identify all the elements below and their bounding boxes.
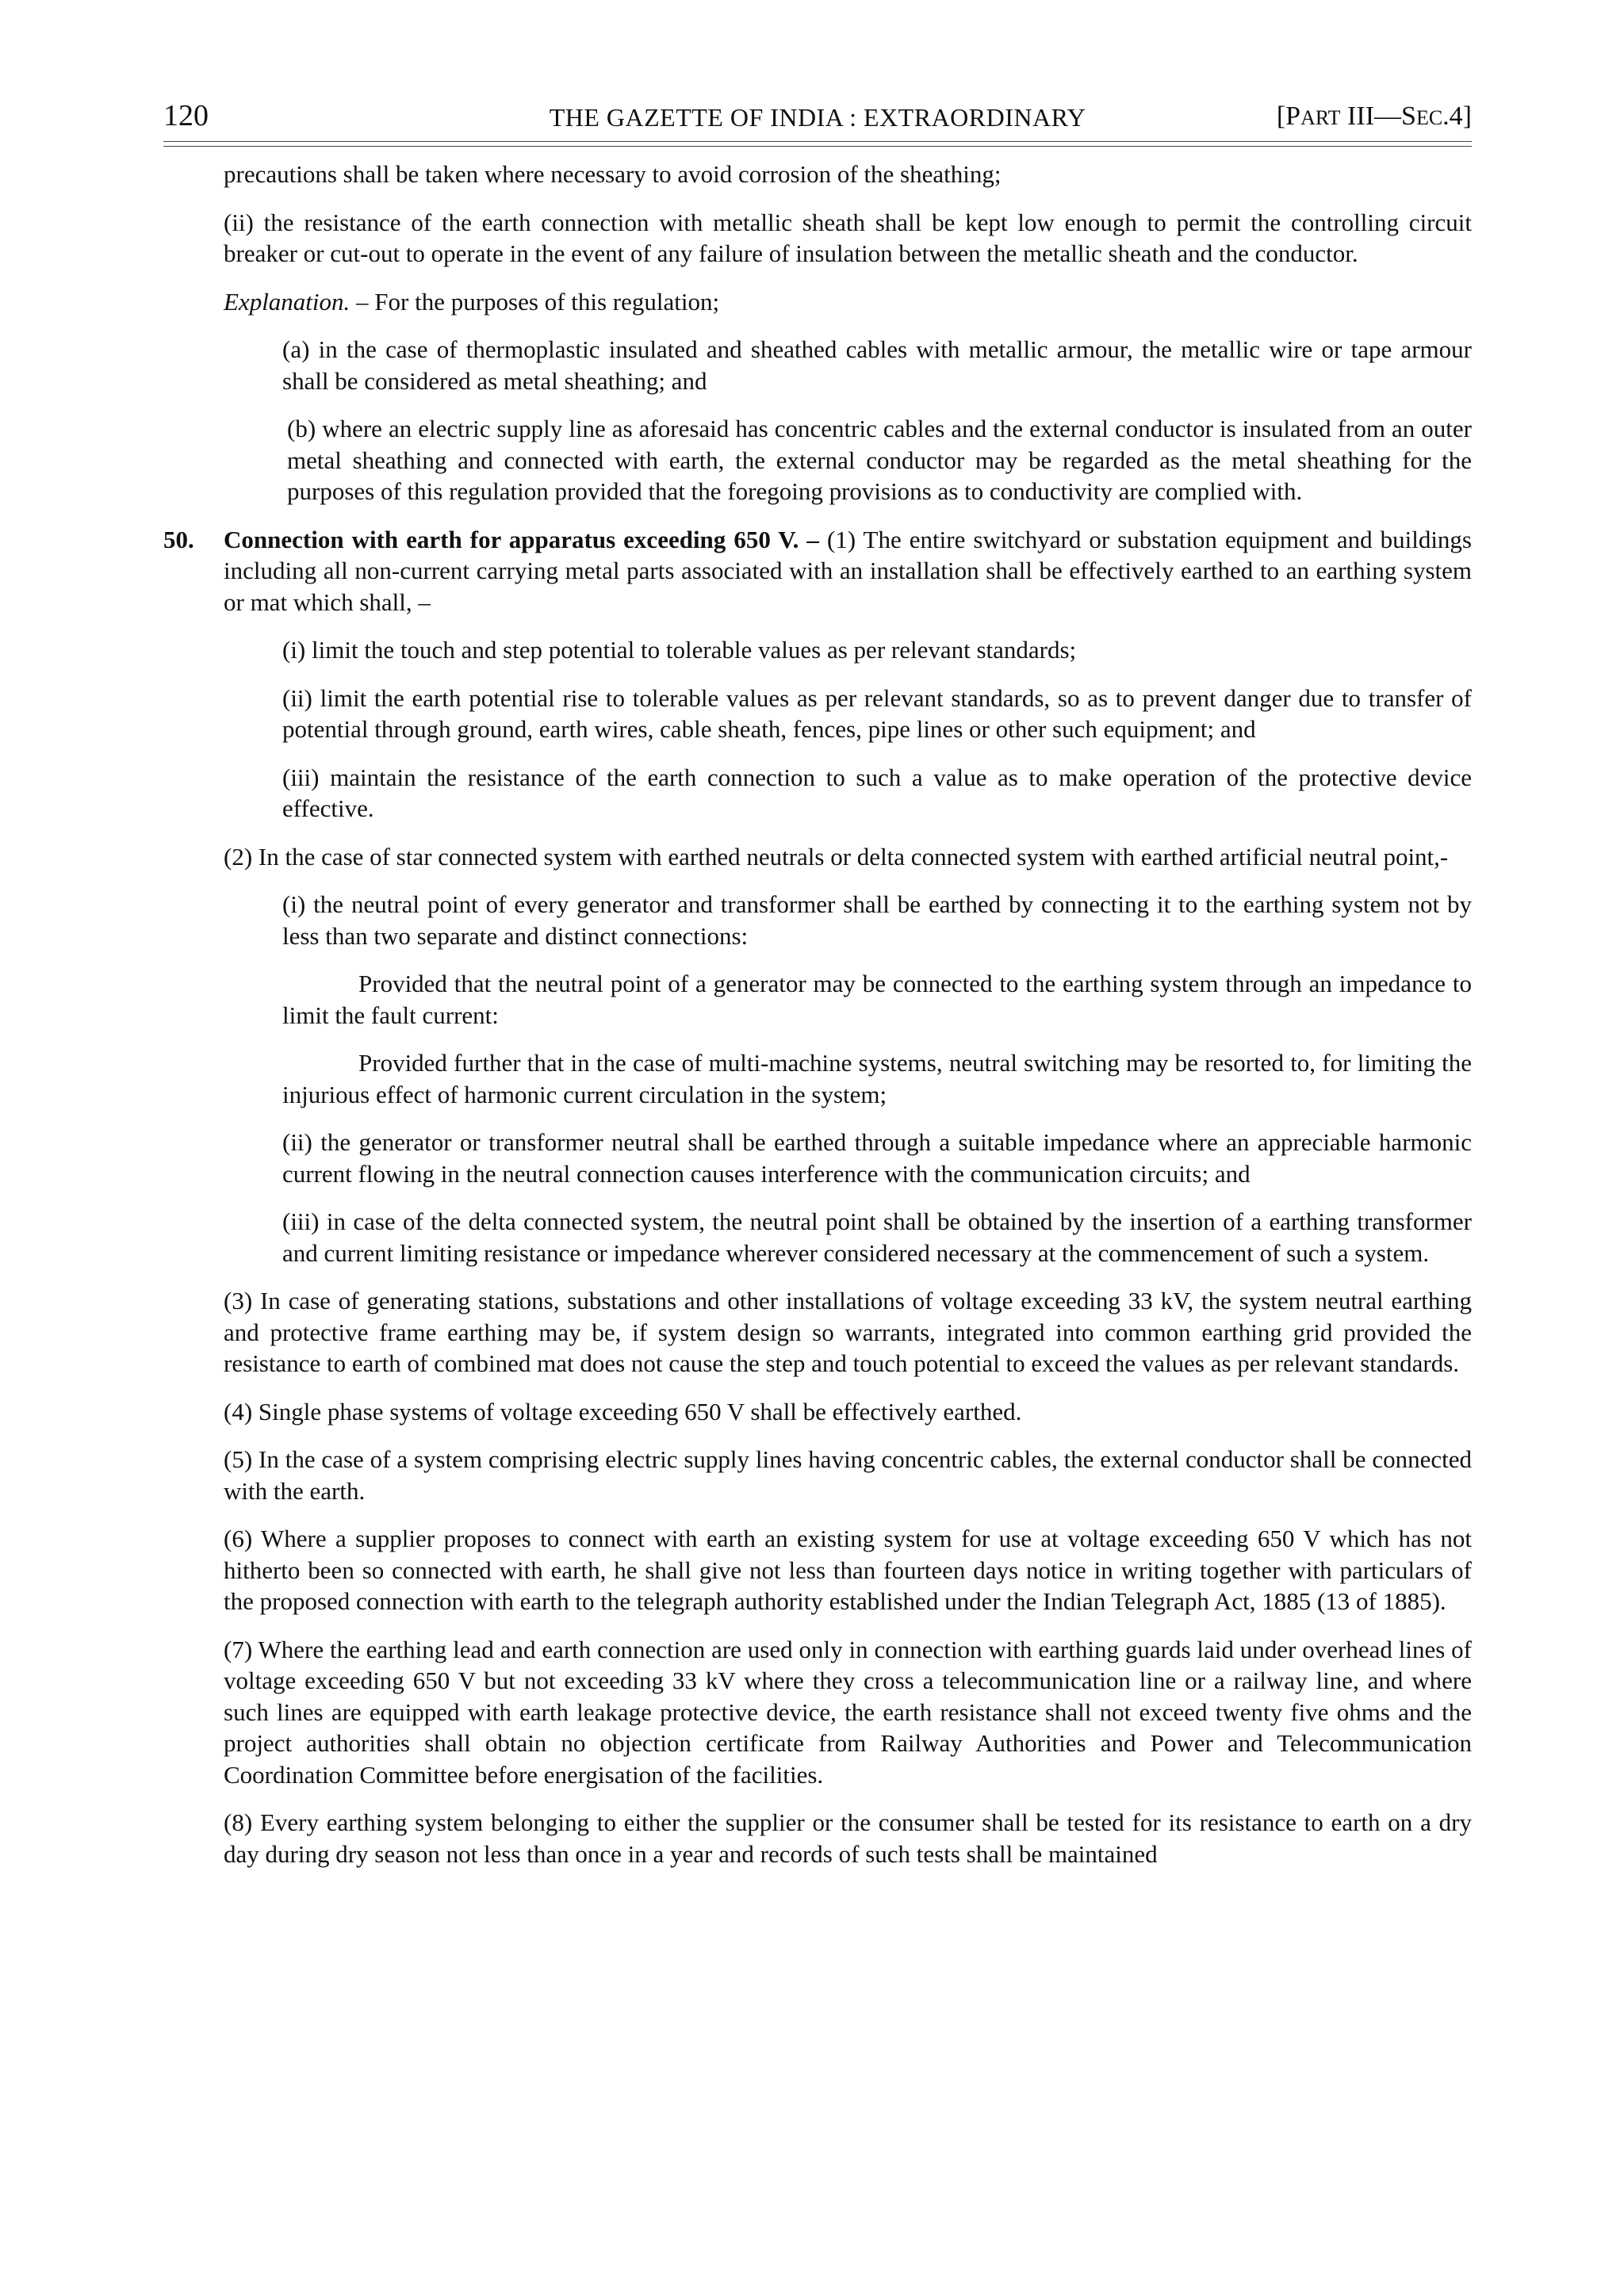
proviso-2: Provided further that in the case of multi-machine systems, neutral switching may be resorted to, for limiting the injurious effect of harmonic current circulation in the system; <box>282 1049 1472 1108</box>
clause-ii-resistance: (ii) the resistance of the earth connection with metallic sheath shall be kept low enough to permit the controlling circuit breaker or cut-out to operate in the event of any failure of insulation between the metallic sheath and the conductor. <box>224 208 1472 267</box>
clause-2-i: (i) the neutral point of every generator and transformer shall be earthed by connecting it to the earthing system not by less than two separate and distinct connections: <box>282 890 1472 950</box>
page-number: 120 <box>163 99 209 132</box>
page-header <box>163 95 1472 141</box>
section-50-text: (1) The entire switchyard or substation equipment and buildings including all non-current carrying metal parts associated with an installation shall be effectively earthed to an earthing system or mat which shall, – <box>224 525 1472 616</box>
section-heading: Connection with earth for apparatus exceeding 650 V. – <box>224 525 819 553</box>
subsection-4: (4) Single phase systems of voltage exceeding 650 V shall be effectively earthed. <box>224 1397 1022 1425</box>
proviso-1: Provided that the neutral point of a generator may be connected to the earthing system through an impedance to limit the fault current: <box>282 970 1472 1029</box>
subsection-5: (5) In the case of a system comprising electric supply lines having concentric cables, the external conductor shall be connected with the earth. <box>224 1445 1472 1505</box>
subsection-3: (3) In case of generating stations, substations and other installations of voltage exceeding 33 kV, the system neutral earthing and protective frame earthing may be, if system design so warrants, integrated into common earthing grid provided the resistance to earth of combined mat does not cause the step and touch potential to exceed the values as per relevant standards. <box>224 1287 1472 1377</box>
subsection-2: (2) In the case of star connected system with earthed neutrals or delta connected system with earthed artificial neutral point,- <box>224 842 1449 871</box>
subsection-7: (7) Where the earthing lead and earth connection are used only in connection with earthing guards laid under overhead lines of voltage exceeding 650 V but not exceeding 33 kV where they cross a telecommunication line or a railway line, and where such lines are equipped with earth leakage protective device, the earth resistance shall not exceed twenty five ohms and the project authorities shall obtain no objection certificate from Railway Authorities and Power and Telecommunication Coordination Committee before energisation of the facilities. <box>224 1635 1472 1789</box>
clause-1-iii: (iii) maintain the resistance of the earth connection to such a value as to make operation of the protective device effective. <box>282 763 1472 822</box>
clause-2-iii: (iii) in case of the delta connected system, the neutral point shall be obtained by the insertion of a earthing transformer and current limiting resistance or impedance wherever considered necessary at the commencement of such a system. <box>282 1207 1472 1267</box>
clause-2-ii: (ii) the generator or transformer neutral shall be earthed through a suitable impedance where an appreciable harmonic current flowing in the neutral connection causes interference with the communication circuits; and <box>282 1128 1472 1188</box>
explanation <box>163 286 1472 318</box>
subsection-8: (8) Every earthing system belonging to either the supplier or the consumer shall be tested for its resistance to earth on a dry day during dry season not less than once in a year and records of such tests shall be maintained <box>224 1808 1472 1868</box>
header-rule-bottom <box>163 146 1472 147</box>
header-rule-top <box>163 141 1472 142</box>
document-body <box>163 159 1472 1886</box>
explanation-item-a: (a) in the case of thermoplastic insulated and sheathed cables with metallic armour, the metallic wire or tape armour shall be considered as metal sheathing; and <box>282 335 1472 395</box>
gazette-title: THE GAZETTE OF INDIA : EXTRAORDINARY <box>549 103 1086 132</box>
explanation-text: – For the purposes of this regulation; <box>350 287 720 316</box>
section-50 <box>163 524 1472 618</box>
section-number: 50. <box>163 525 194 553</box>
clause-1-ii: (ii) limit the earth potential rise to tolerable values as per relevant standards, so as to prevent danger due to transfer of potential through ground, earth wires, cable sheath, fences, pipe lines or other such equipment; and <box>282 683 1472 743</box>
explanation-label: Explanation. <box>224 287 350 316</box>
clause-1-i: (i) limit the touch and step potential to tolerable values as per relevant standards; <box>282 636 1077 664</box>
paragraph-sheathing-precautions: precautions shall be taken where necessary to avoid corrosion of the sheathing; <box>224 160 1002 188</box>
subsection-6: (6) Where a supplier proposes to connect with earth an existing system for use at voltage exceeding 650 V which has not hitherto been so connected with earth, he shall give not less than fourteen days notice in writing together with particulars of the proposed connection with earth to the telegraph authority established under the Indian Telegraph Act, 1885 (13 of 1885). <box>224 1525 1472 1615</box>
explanation-item-b: (b) where an electric supply line as aforesaid has concentric cables and the external conductor is insulated from an outer metal sheathing and connected with earth, the external conductor may be regarded as the metal sheathing for the purposes of this regulation provided that the foregoing provisions as to conductivity are complied with. <box>287 415 1472 505</box>
part-section-label: [PART III—SEC.4] <box>1276 101 1472 131</box>
